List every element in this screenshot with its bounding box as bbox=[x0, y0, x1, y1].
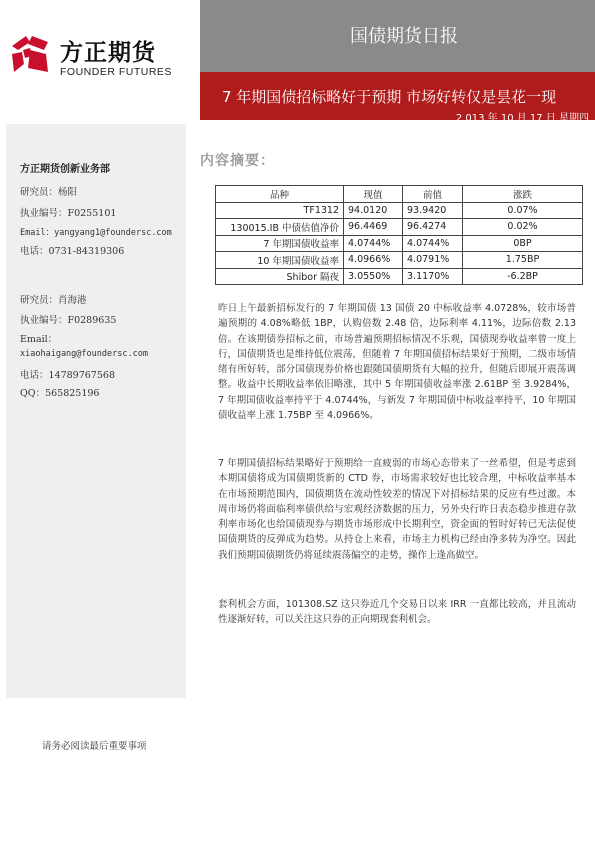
table-header: 涨跌 bbox=[463, 186, 583, 203]
table-cell: Shibor 隔夜 bbox=[216, 268, 344, 285]
analyst2-name: 研究员：肖海港 bbox=[20, 295, 87, 306]
analyst2-phone: 电话：14789767568 bbox=[20, 370, 115, 381]
department-name: 方正期货创新业务部 bbox=[20, 164, 110, 175]
analyst2-qq: QQ：565825196 bbox=[20, 388, 100, 399]
report-name: 国债期货日报 bbox=[350, 26, 458, 47]
table-row bbox=[216, 219, 583, 236]
table-cell: 4.0744% bbox=[403, 235, 463, 252]
logo-area bbox=[0, 0, 200, 90]
table-cell: 130015.IB 中债估值净价 bbox=[216, 219, 344, 236]
table-row bbox=[216, 268, 583, 285]
headline: 7 年期国债招标略好于预期 市场好转仅是昙花一现 bbox=[222, 88, 557, 106]
paragraph-market-outlook: 7 年期国债招标结果略好于预期给一直疲弱的市场心态带来了一丝希望，但是考虑到本期国债将成为国债期货新的 CTD 券，市场需求较好也比较合理，中标收益率基本在市场预期范围内，国债期货在流动性较差的情况下对招标结果的反应有些过激。本周市场仍将面临利率债供给与宏观经济数据的压力，另外央行昨日表态稳步推进存款利率市场化也给国债现券与期货市场形成中长期利空，资金面的暂时好转已无法促使国债期货的反弹成为趋势。从持仓上来看，市场主力机构已经由净多转为净空。因此我们预期国债期货仍将延续震荡偏空的走势，操作上逢高做空。 bbox=[218, 458, 576, 561]
analyst2-email-label: Email： bbox=[20, 334, 58, 345]
report-date: 2 013 年 10 月 17 日 星期四 bbox=[455, 113, 589, 124]
logo-text-en: FOUNDER FUTURES bbox=[60, 66, 172, 78]
analyst2-license: 执业编号：F0289635 bbox=[20, 315, 117, 326]
table-row bbox=[216, 235, 583, 252]
table-cell: 7 年期国债收益率 bbox=[216, 235, 344, 252]
founder-logo-icon bbox=[8, 32, 52, 76]
analyst1-phone: 电话：0731-84319306 bbox=[20, 246, 125, 257]
paragraph-arbitrage: 套利机会方面，101308.SZ 这只券近几个交易日以来 IRR 一直都比较高，并且流动性逐渐好转，可以关注这只券的正向期现套利机会。 bbox=[218, 599, 576, 626]
table-cell: TF1312 bbox=[216, 202, 344, 219]
market-data-table bbox=[215, 185, 583, 285]
table-cell: 4.0791% bbox=[403, 252, 463, 269]
table-cell: 3.1170% bbox=[403, 268, 463, 285]
table-cell: -6.2BP bbox=[463, 268, 583, 285]
table-cell: 96.4274 bbox=[403, 219, 463, 236]
paragraph-auction-result: 昨日上午最新招标发行的 7 年期国债 13 国债 20 中标收益率 4.0728%，较市场普遍预期的 4.08%略低 1BP，认购倍数 2.48 倍，边际利率 4.11%，边际倍数 2.13 倍。在该期债券招标之前，市场普遍预期招标情况不乐观，国债现券收益率曾一度上行，国债期货也是维持低位震荡，但随着 7 年期国债招标结果好于预期，二级市场情绪有所好转，部分国债现券价格也跟随国债期货有大幅的拉升，但随后即展开震荡调整。收益中长期收益率依旧略涨，其中 5 年期国债收益率涨 2.61BP 至 3.9284%，7 年期国债收益率持平于 4.0744%，与新发 7 年期国债中标收益率持平，10 年期国债收益率上涨 1.75BP 至 4.0966%。 bbox=[218, 303, 576, 422]
analyst2-email[interactable]: xiaohaigang@foundersc.com bbox=[20, 349, 148, 359]
table-cell: 3.0550% bbox=[344, 268, 403, 285]
logo-text-cn: 方正期货 bbox=[60, 40, 156, 66]
analyst-sidebar bbox=[6, 124, 186, 698]
table-header: 前值 bbox=[403, 186, 463, 203]
analyst1-license: 执业编号：F0255101 bbox=[20, 208, 117, 219]
table-cell: 4.0966% bbox=[344, 252, 403, 269]
analyst1-name: 研究员：杨阳 bbox=[20, 187, 78, 198]
table-row bbox=[216, 202, 583, 219]
table-cell: 93.9420 bbox=[403, 202, 463, 219]
section-title: 内容摘要： bbox=[200, 153, 275, 169]
table-cell: 0.02% bbox=[463, 219, 583, 236]
table-cell: 1.75BP bbox=[463, 252, 583, 269]
table-header-row bbox=[216, 186, 583, 203]
table-cell: 0BP bbox=[463, 235, 583, 252]
table-cell: 10 年期国债收益率 bbox=[216, 252, 344, 269]
disclaimer-note: 请务必阅读最后重要事项 bbox=[42, 741, 147, 752]
table-header: 现值 bbox=[344, 186, 403, 203]
table-cell: 4.0744% bbox=[344, 235, 403, 252]
table-row bbox=[216, 252, 583, 269]
table-header: 品种 bbox=[216, 186, 344, 203]
table-cell: 0.07% bbox=[463, 202, 583, 219]
analyst1-email[interactable]: Email：yangyang1@foundersc.com bbox=[20, 228, 172, 238]
table-cell: 94.0120 bbox=[344, 202, 403, 219]
table-cell: 96.4469 bbox=[344, 219, 403, 236]
